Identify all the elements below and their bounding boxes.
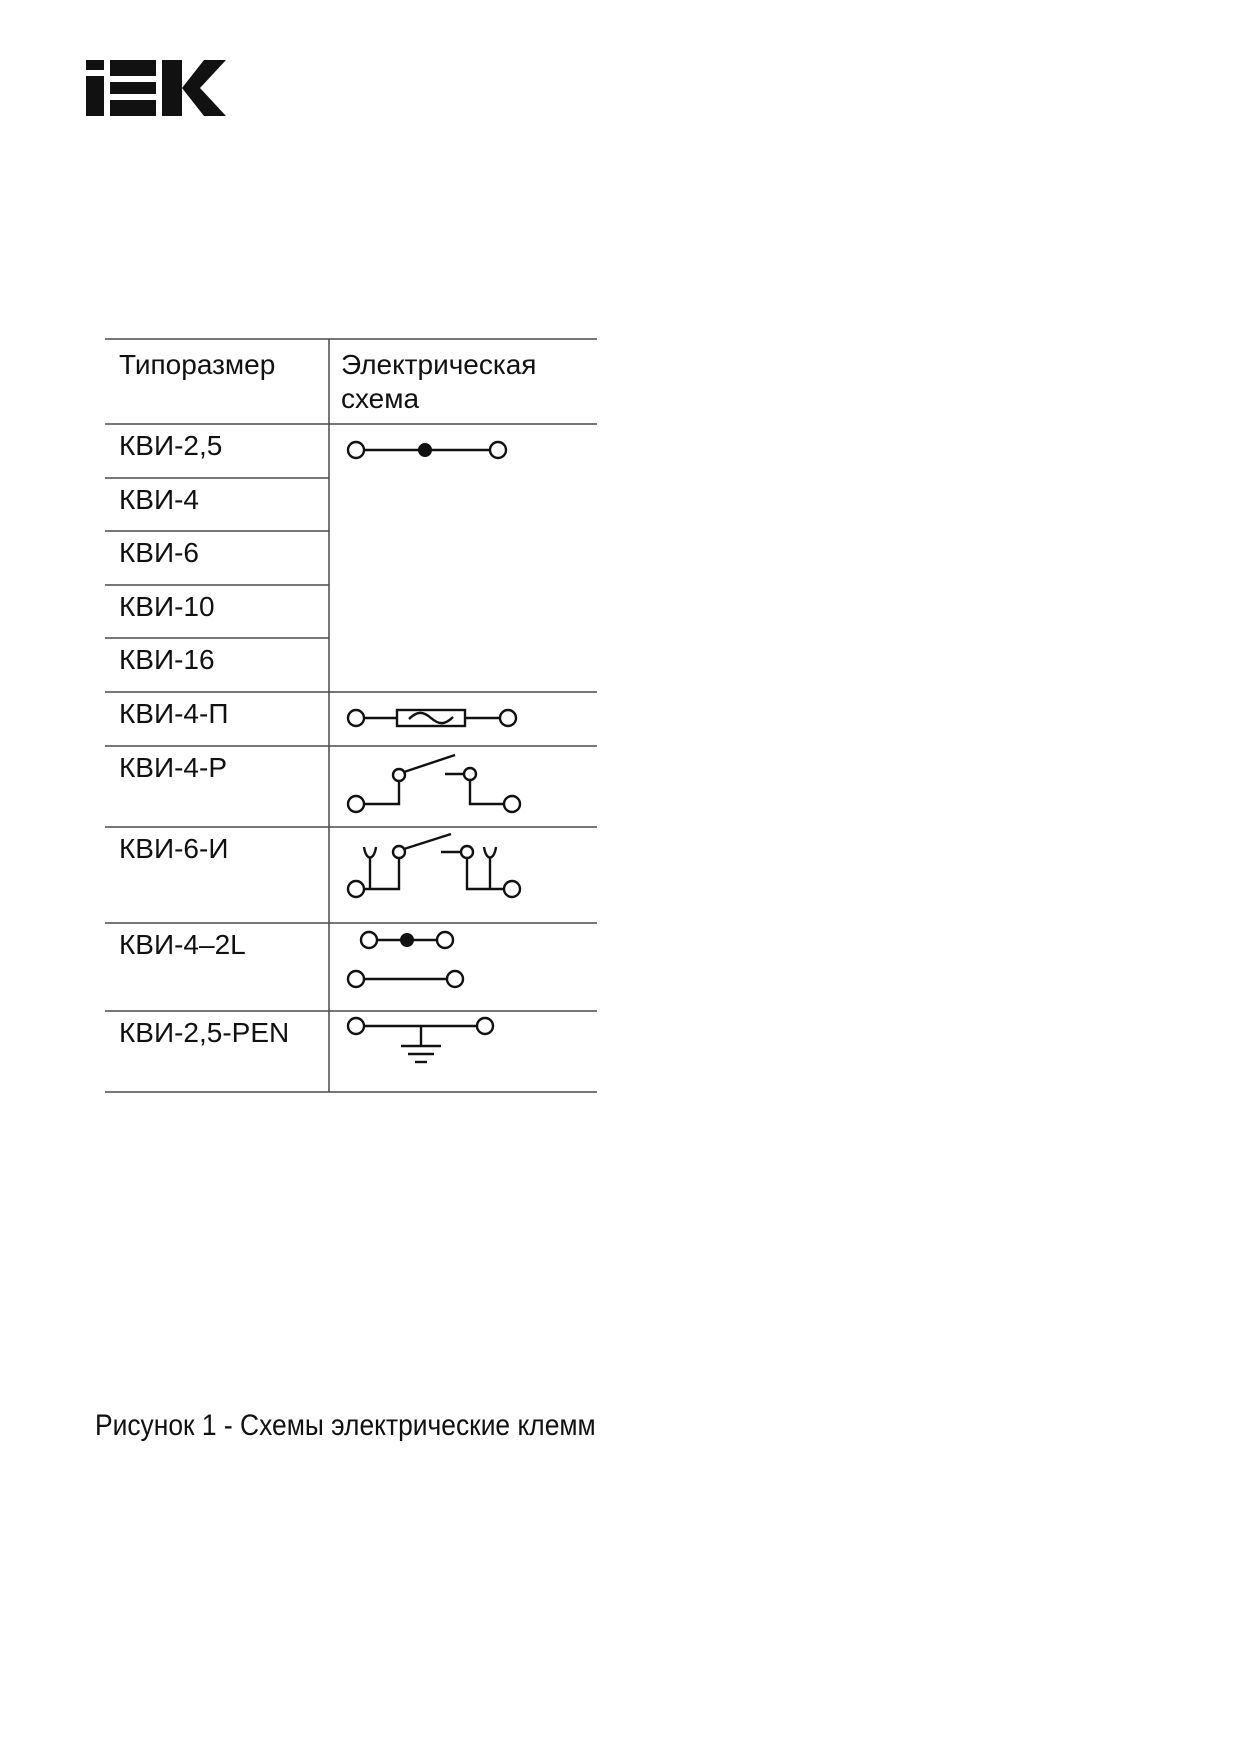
- header-size: Типоразмер: [119, 349, 276, 380]
- row-size-kvi-10: КВИ-10: [119, 591, 215, 622]
- row-size-kvi-4-2l: КВИ-4–2L: [119, 929, 246, 960]
- terminal-schemes-table: [105, 338, 597, 1088]
- row-size-kvi-4-r: КВИ-4-Р: [119, 752, 228, 783]
- row-size-kvi-2-5-pen: КВИ-2,5-PEN: [119, 1017, 290, 1048]
- row-size-kvi-4-p: КВИ-4-П: [119, 698, 229, 729]
- figure-caption: Рисунок 1 - Схемы электрические клемм: [95, 1409, 596, 1442]
- row-size-kvi-6: КВИ-6: [119, 537, 200, 568]
- header-scheme: Электрическая схема: [341, 349, 537, 414]
- row-size-kvi-4: КВИ-4: [119, 484, 200, 515]
- row-size-kvi-2-5: КВИ-2,5: [119, 430, 223, 461]
- iek-logo: [86, 60, 226, 116]
- row-size-kvi-6-i: КВИ-6-И: [119, 833, 229, 864]
- pen-ground-terminal-icon: [105, 338, 597, 1088]
- row-size-kvi-16: КВИ-16: [119, 644, 215, 675]
